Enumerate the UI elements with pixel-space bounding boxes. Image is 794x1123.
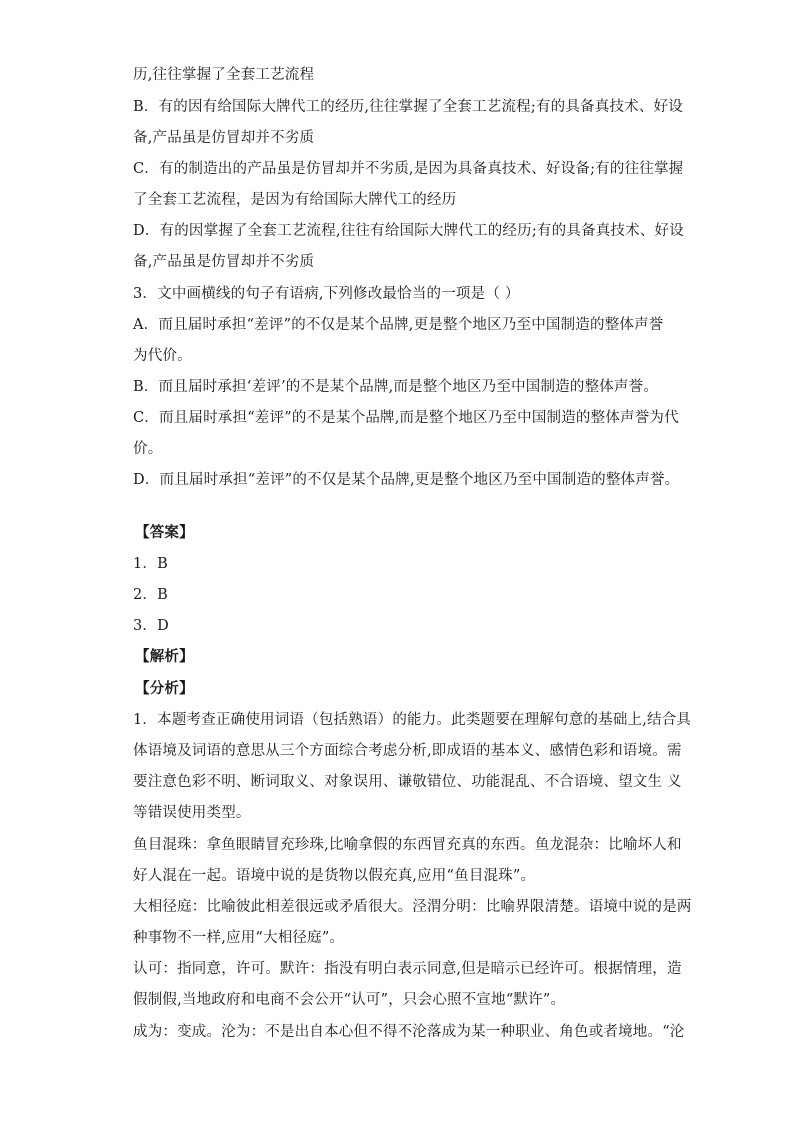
answer-item: 2．B: [133, 587, 168, 603]
analysis-paragraph-line: 鱼目混珠：拿鱼眼睛冒充珍珠,比喻拿假的东西冒充真的东西。鱼龙混杂：比喻坏人和: [133, 837, 682, 853]
option-b-line: B．有的因有给国际大牌代工的经历,往往掌握了全套工艺流程;有的具备真技术、好设: [133, 99, 683, 115]
option-a-continuation: 历,往往掌握了全套工艺流程: [133, 67, 315, 83]
option-d-line: D．有的因掌握了全套工艺流程,往往有给国际大牌代工的经历;有的具备真技术、好设: [133, 223, 684, 239]
question-3-option-a: A．而且届时承担“差评”的不仅是某个品牌,更是整个地区乃至中国制造的整体声誉: [133, 317, 664, 333]
analysis-paragraph-line: 等错误使用类型。: [133, 805, 251, 821]
analysis-paragraph-line: 体语境及词语的意思从三个方面综合考虑分析,即成语的基本义、感情色彩和语境。需: [133, 743, 682, 759]
analysis-paragraph-line: 大相径庭：比喻彼此相差很远或矛盾很大。泾渭分明：比喻界限清楚。语境中说的是两: [133, 899, 692, 915]
question-3-option-d: D．而且届时承担“差评”的不仅是某个品牌,更是整个地区乃至中国制造的整体声誉。: [133, 472, 680, 488]
analysis-paragraph-line: 1．本题考查正确使用词语（包括熟语）的能力。此类题要在理解句意的基础上,结合具: [133, 712, 692, 728]
option-c-line: C．有的制造出的产品虽是仿冒却并不劣质,是因为具备真技术、好设备;有的往往掌握: [133, 161, 684, 177]
option-d-line: 备,产品虽是仿冒却并不劣质: [133, 254, 315, 270]
option-c-line: 了全套工艺流程，是因为有给国际大牌代工的经历: [133, 192, 457, 208]
analysis-heading: 【解析】: [135, 648, 194, 665]
question-3-option-c: 价。: [133, 441, 163, 457]
answer-heading: 【答案】: [135, 524, 194, 541]
question-3-option-b: B．而且届时承担‘差评’的不是某个品牌,而是整个地区乃至中国制造的整体声誉。: [133, 379, 659, 395]
question-3-stem: 3．文中画横线的句子有语病,下列修改最恰当的一项是（ ）: [133, 286, 520, 302]
question-3-option-c: C．而且届时承担“差评”的不是某个品牌,而是整个地区乃至中国制造的整体声誉为代: [133, 410, 679, 426]
analysis-paragraph-line: 种事物不一样,应用“大相径庭”。: [133, 930, 345, 946]
analysis-paragraph-line: 假制假,当地政府和电商不会公开“认可”，只会心照不宣地“默许”。: [133, 992, 566, 1008]
answer-item: 3．D: [133, 618, 169, 634]
question-3-option-a: 为代价。: [133, 348, 192, 364]
analysis-subheading: 【分析】: [135, 680, 194, 697]
option-b-line: 备,产品虽是仿冒却并不劣质: [133, 130, 315, 146]
analysis-paragraph-line: 好人混在一起。语境中说的是货物以假充真,应用“鱼目混珠”。: [133, 868, 536, 884]
analysis-paragraph-line: 成为：变成。沦为：不是出自本心但不得不沦落成为某一种职业、角色或者境地。“沦: [133, 1024, 685, 1040]
analysis-paragraph-line: 认可：指同意，许可。默许：指没有明白表示同意,但是暗示已经许可。根据情理，造: [133, 961, 682, 977]
analysis-paragraph-line: 要注意色彩不明、断词取义、对象误用、谦敬错位、功能混乱、不合语境、望文生 义: [133, 774, 682, 790]
answer-item: 1．B: [133, 556, 168, 572]
